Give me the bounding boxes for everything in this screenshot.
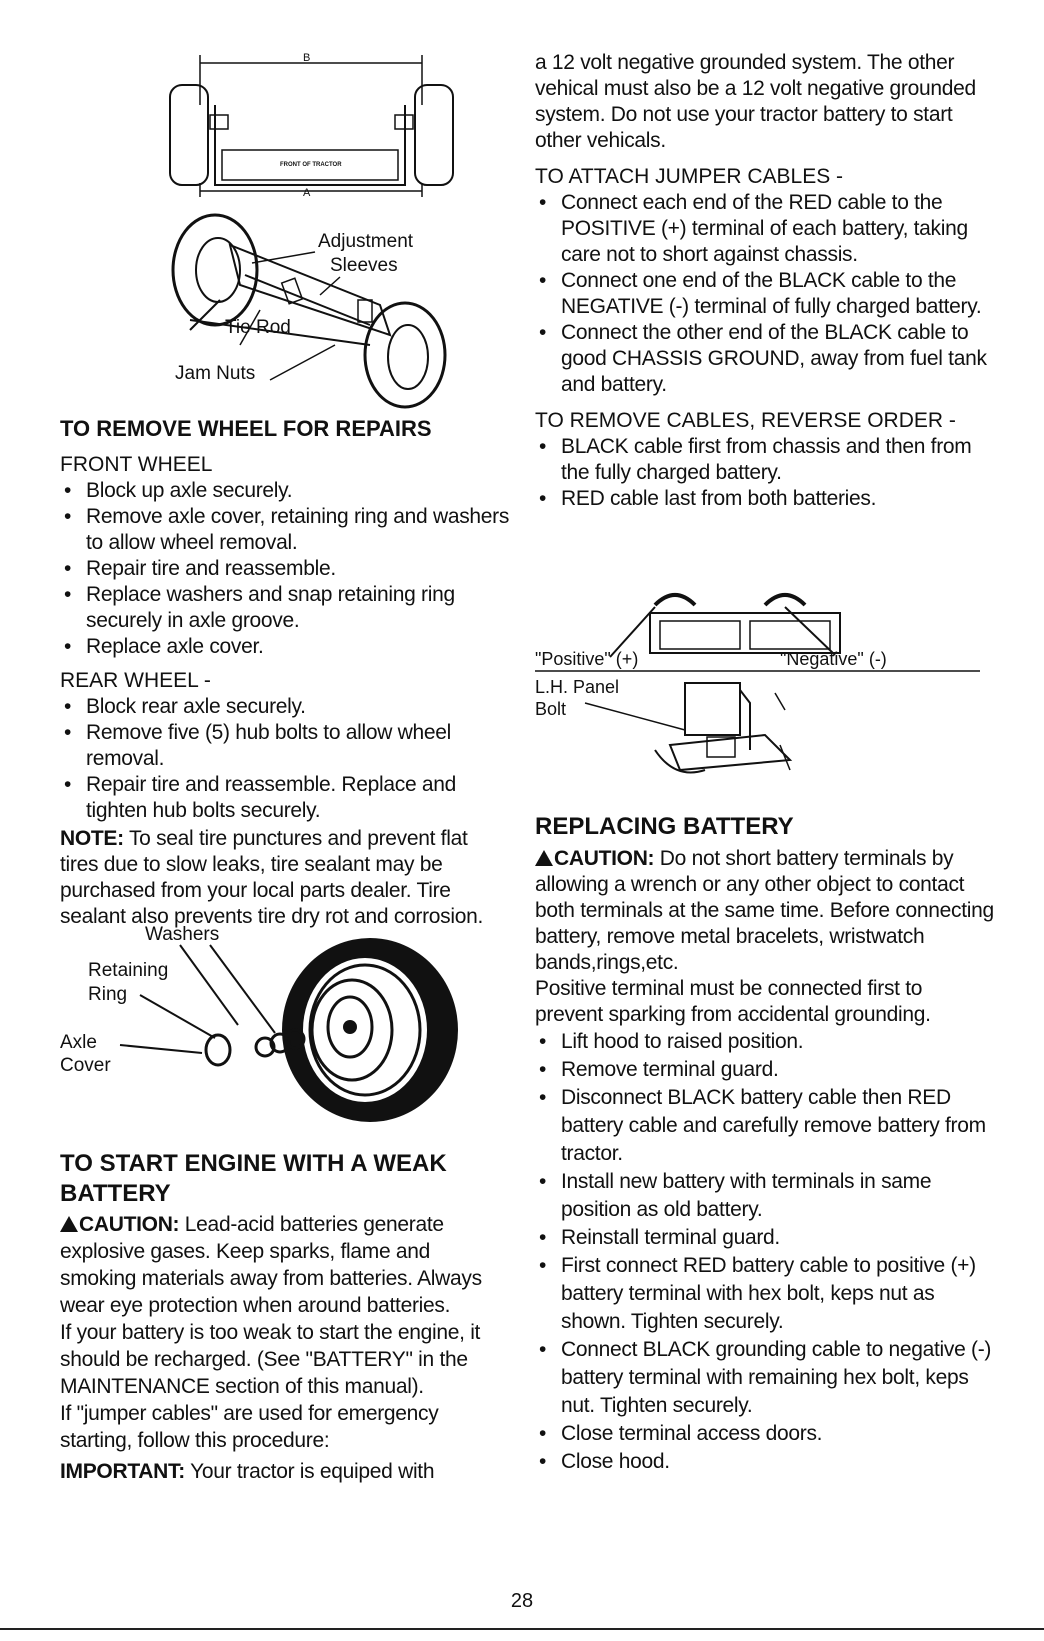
list-item: • Connect BLACK grounding cable to negative (-) battery terminal with remaining hex bolt, keps nut. Tighten securely. — [535, 1336, 995, 1420]
rear-wheel-steps — [60, 694, 510, 824]
weak-battery-heading-1: TO START ENGINE WITH A WEAK — [60, 1150, 447, 1177]
positive-first-paragraph: Positive terminal must be connected first to prevent sparking from accidental grounding. — [535, 977, 931, 1026]
page-number: 28 — [510, 1590, 534, 1612]
caution-label: CAUTION: — [79, 1213, 180, 1236]
list-item: • Connect each end of the RED cable to the POSITIVE (+) terminal of each battery, taking care not to short against chassis. — [535, 190, 995, 268]
remove-wheel-heading: TO REMOVE WHEEL FOR REPAIRS — [60, 416, 432, 441]
ring-label: Ring — [88, 984, 128, 1005]
recharge-paragraph: If your battery is too weak to start the engine, it should be recharged. (See "BATTERY" in the MAINTENANCE section of this manual). — [60, 1321, 481, 1398]
list-item: • Repair tire and reassemble. Replace and tighten hub bolts securely. — [60, 772, 510, 824]
remove-steps — [535, 434, 995, 512]
washers-label: Washers — [145, 924, 220, 945]
adjustment-label: Adjustment — [318, 231, 414, 252]
important-label: IMPORTANT: — [60, 1460, 185, 1483]
list-item: • Disconnect BLACK battery cable then RED battery cable and carefully remove battery from tractor. — [535, 1084, 995, 1168]
list-item: • BLACK cable first from chassis and then from the fully charged battery. — [535, 434, 995, 486]
rear-wheel-heading: REAR WHEEL - — [60, 669, 211, 692]
retaining-label: Retaining — [88, 960, 169, 981]
replace-steps — [535, 1028, 995, 1476]
caution-paragraph — [60, 1211, 510, 1319]
jumper-section — [535, 50, 995, 512]
cover-label: Cover — [60, 1055, 111, 1076]
caution-label: CAUTION: — [554, 847, 655, 870]
weak-battery-section — [60, 1149, 510, 1485]
positive-label: "Positive" (+) — [535, 649, 639, 669]
caution-triangle-icon — [535, 850, 553, 866]
remove-wheel-section — [60, 416, 510, 930]
bottom-rule — [0, 1628, 1044, 1630]
alignment-diagram — [160, 45, 480, 410]
front-of-tractor-label: FRONT OF TRACTOR — [280, 162, 342, 168]
tie-rod-label: Tie Rod — [225, 317, 291, 338]
jumper-paragraph: If "jumper cables" are used for emergency starting, follow this procedure: — [60, 1402, 439, 1452]
bolt-label: Bolt — [535, 699, 567, 719]
front-wheel-steps — [60, 478, 510, 660]
axle-label: Axle — [60, 1032, 97, 1053]
attach-steps — [535, 190, 995, 398]
list-item: • Repair tire and reassemble. — [60, 556, 510, 582]
dimension-a-label: A — [303, 187, 311, 199]
remove-cables-heading: TO REMOVE CABLES, REVERSE ORDER - — [535, 409, 956, 432]
list-item: • Block rear axle securely. — [60, 694, 510, 720]
weak-battery-heading-2: BATTERY — [60, 1180, 171, 1207]
caution-paragraph — [535, 846, 995, 976]
battery-figure — [535, 585, 980, 805]
replacing-battery-heading: REPLACING BATTERY — [535, 813, 794, 840]
important-paragraph — [60, 1458, 510, 1485]
alignment-figure — [160, 45, 480, 410]
note-paragraph — [60, 826, 510, 930]
list-item: • Reinstall terminal guard. — [535, 1224, 995, 1252]
list-item: • Block up axle securely. — [60, 478, 510, 504]
caution-triangle-icon — [60, 1216, 78, 1232]
list-item: • First connect RED battery cable to positive (+) battery terminal with hex bolt, keps nut as shown. Tighten securely. — [535, 1252, 995, 1336]
lh-panel-label: L.H. Panel — [535, 677, 620, 697]
front-wheel-heading: FRONT WHEEL — [60, 453, 213, 476]
list-item: • RED cable last from both batteries. — [535, 486, 995, 512]
caution-text: Do not short battery terminals by allowing a wrench or any other object to contact both terminals at the same time. Before connecting battery, remove metal bracelets, wristwatch bands,rings,etc. — [535, 847, 994, 974]
note-text: To seal tire punctures and prevent flat tires due to slow leaks, tire sealant may be purchased from your local parts dealer. Tire sealant also prevents tire dry rot and corrosion. — [60, 827, 484, 928]
list-item: • Close terminal access doors. — [535, 1420, 995, 1448]
dimension-b-label: B — [303, 52, 311, 64]
wheel-figure — [60, 924, 480, 1125]
list-item: • Connect the other end of the BLACK cable to good CHASSIS GROUND, away from fuel tank and battery. — [535, 320, 995, 398]
jam-nuts-label: Jam Nuts — [175, 363, 256, 384]
list-item: • Replace washers and snap retaining ring securely in axle groove. — [60, 582, 510, 634]
list-item: • Replace axle cover. — [60, 634, 510, 660]
list-item: • Remove terminal guard. — [535, 1056, 995, 1084]
caution-text: Lead-acid batteries generate explosive gases. Keep sparks, flame and smoking materials away from batteries. Always wear eye protection when around batteries. — [60, 1213, 482, 1317]
list-item: • Connect one end of the BLACK cable to the NEGATIVE (-) terminal of fully charged battery. — [535, 268, 995, 320]
note-label: NOTE: — [60, 827, 124, 850]
sleeves-label: Sleeves — [330, 255, 398, 276]
list-item: • Remove axle cover, retaining ring and washers to allow wheel removal. — [60, 504, 510, 556]
replacing-battery-section — [535, 812, 995, 1476]
important-text: Your tractor is equiped with — [184, 1460, 435, 1483]
list-item: • Close hood. — [535, 1448, 995, 1476]
list-item: • Install new battery with terminals in same position as old battery. — [535, 1168, 995, 1224]
negative-label: "Negative" (-) — [780, 649, 887, 669]
intro-paragraph: a 12 volt negative grounded system. The other vehical must also be a 12 volt negative grounded system. Do not use your tractor battery to start other vehicals. — [535, 51, 976, 152]
attach-heading: TO ATTACH JUMPER CABLES - — [535, 165, 844, 188]
list-item: • Lift hood to raised position. — [535, 1028, 995, 1056]
list-item: • Remove five (5) hub bolts to allow wheel removal. — [60, 720, 510, 772]
